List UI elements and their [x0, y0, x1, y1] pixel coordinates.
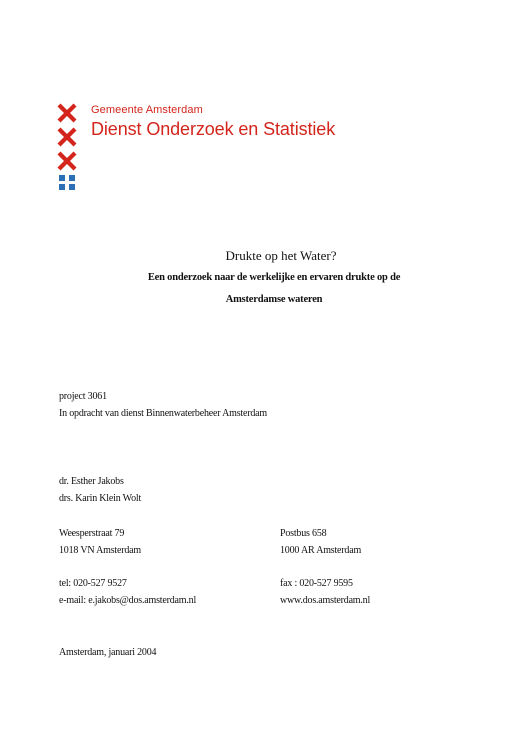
department-name: Dienst Onderzoek en Statistiek	[91, 119, 336, 139]
po-box: Postbus 658	[280, 528, 327, 539]
logo-text	[91, 104, 335, 140]
city-address: 1018 VN Amsterdam	[59, 545, 141, 556]
amsterdam-crosses-icon	[57, 103, 77, 193]
website-link[interactable]: www.dos.amsterdam.nl	[280, 595, 371, 606]
email-link[interactable]: e-mail: e.jakobs@dos.amsterdam.nl	[59, 595, 197, 606]
street-address: Weesperstraat 79	[59, 528, 125, 539]
place-date: Amsterdam, januari 2004	[59, 647, 157, 658]
org-name: Gemeente Amsterdam	[91, 104, 203, 116]
project-number: project 3061	[59, 391, 107, 402]
fax: fax : 020-527 9595	[280, 578, 353, 589]
commission-text: In opdracht van dienst Binnenwaterbeheer Amsterdam	[59, 408, 267, 419]
author-2: drs. Karin Klein Wolt	[59, 493, 142, 504]
po-city: 1000 AR Amsterdam	[280, 545, 362, 556]
subtitle-line-1: Een onderzoek naar de werkelijke en ervaren drukte op de	[147, 272, 401, 283]
telephone: tel: 020-527 9527	[59, 578, 127, 589]
document-title: Drukte op het Water?	[225, 248, 337, 263]
author-1: dr. Esther Jakobs	[59, 476, 124, 487]
subtitle-line-2: Amsterdamse wateren	[225, 294, 323, 305]
